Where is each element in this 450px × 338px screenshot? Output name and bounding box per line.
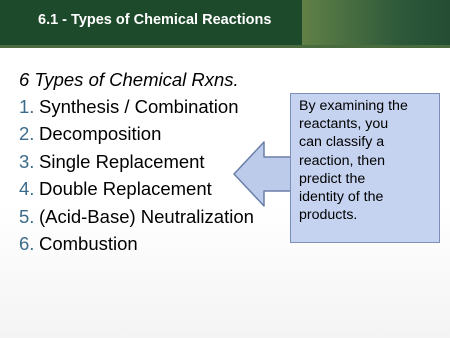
reaction-types-list [19, 93, 254, 257]
callout-line: products. [299, 207, 358, 224]
callout-line: identity of the [299, 189, 384, 206]
header-divider [0, 45, 450, 48]
list-item-label: Decomposition [39, 123, 162, 145]
list-number: 1. [19, 96, 35, 117]
list-number: 4. [19, 178, 35, 200]
list-item [19, 148, 254, 175]
slide-title: 6.1 - Types of Chemical Reactions [38, 12, 272, 28]
list-item [19, 230, 254, 257]
list-number: 3. [19, 150, 35, 172]
list-item [19, 203, 254, 230]
list-item-label: Synthesis / Combination [39, 96, 239, 117]
list-item-label: Single Replacement [39, 150, 205, 172]
header-bar [0, 0, 450, 46]
list-item-label: Double Replacement [39, 178, 212, 200]
list-number: 6. [19, 232, 35, 254]
left-arrow-icon [233, 140, 293, 208]
callout-line: can classify a [299, 134, 385, 151]
callout-box [290, 93, 440, 243]
title-bar [0, 0, 302, 45]
list-item [19, 93, 254, 120]
list-item-label: (Acid-Base) Neutralization [39, 205, 254, 227]
callout-line: predict the [299, 170, 366, 187]
callout-line: reactants, you [299, 116, 389, 133]
list-item [19, 175, 254, 202]
list-item-label: Combustion [39, 232, 138, 254]
list-number: 5. [19, 205, 35, 227]
list-item [19, 120, 254, 147]
callout-line: By examining the [299, 98, 408, 114]
callout-line: reaction, then [299, 152, 385, 169]
list-number: 2. [19, 123, 35, 145]
list-heading: 6 Types of Chemical Rxns. [19, 69, 239, 90]
